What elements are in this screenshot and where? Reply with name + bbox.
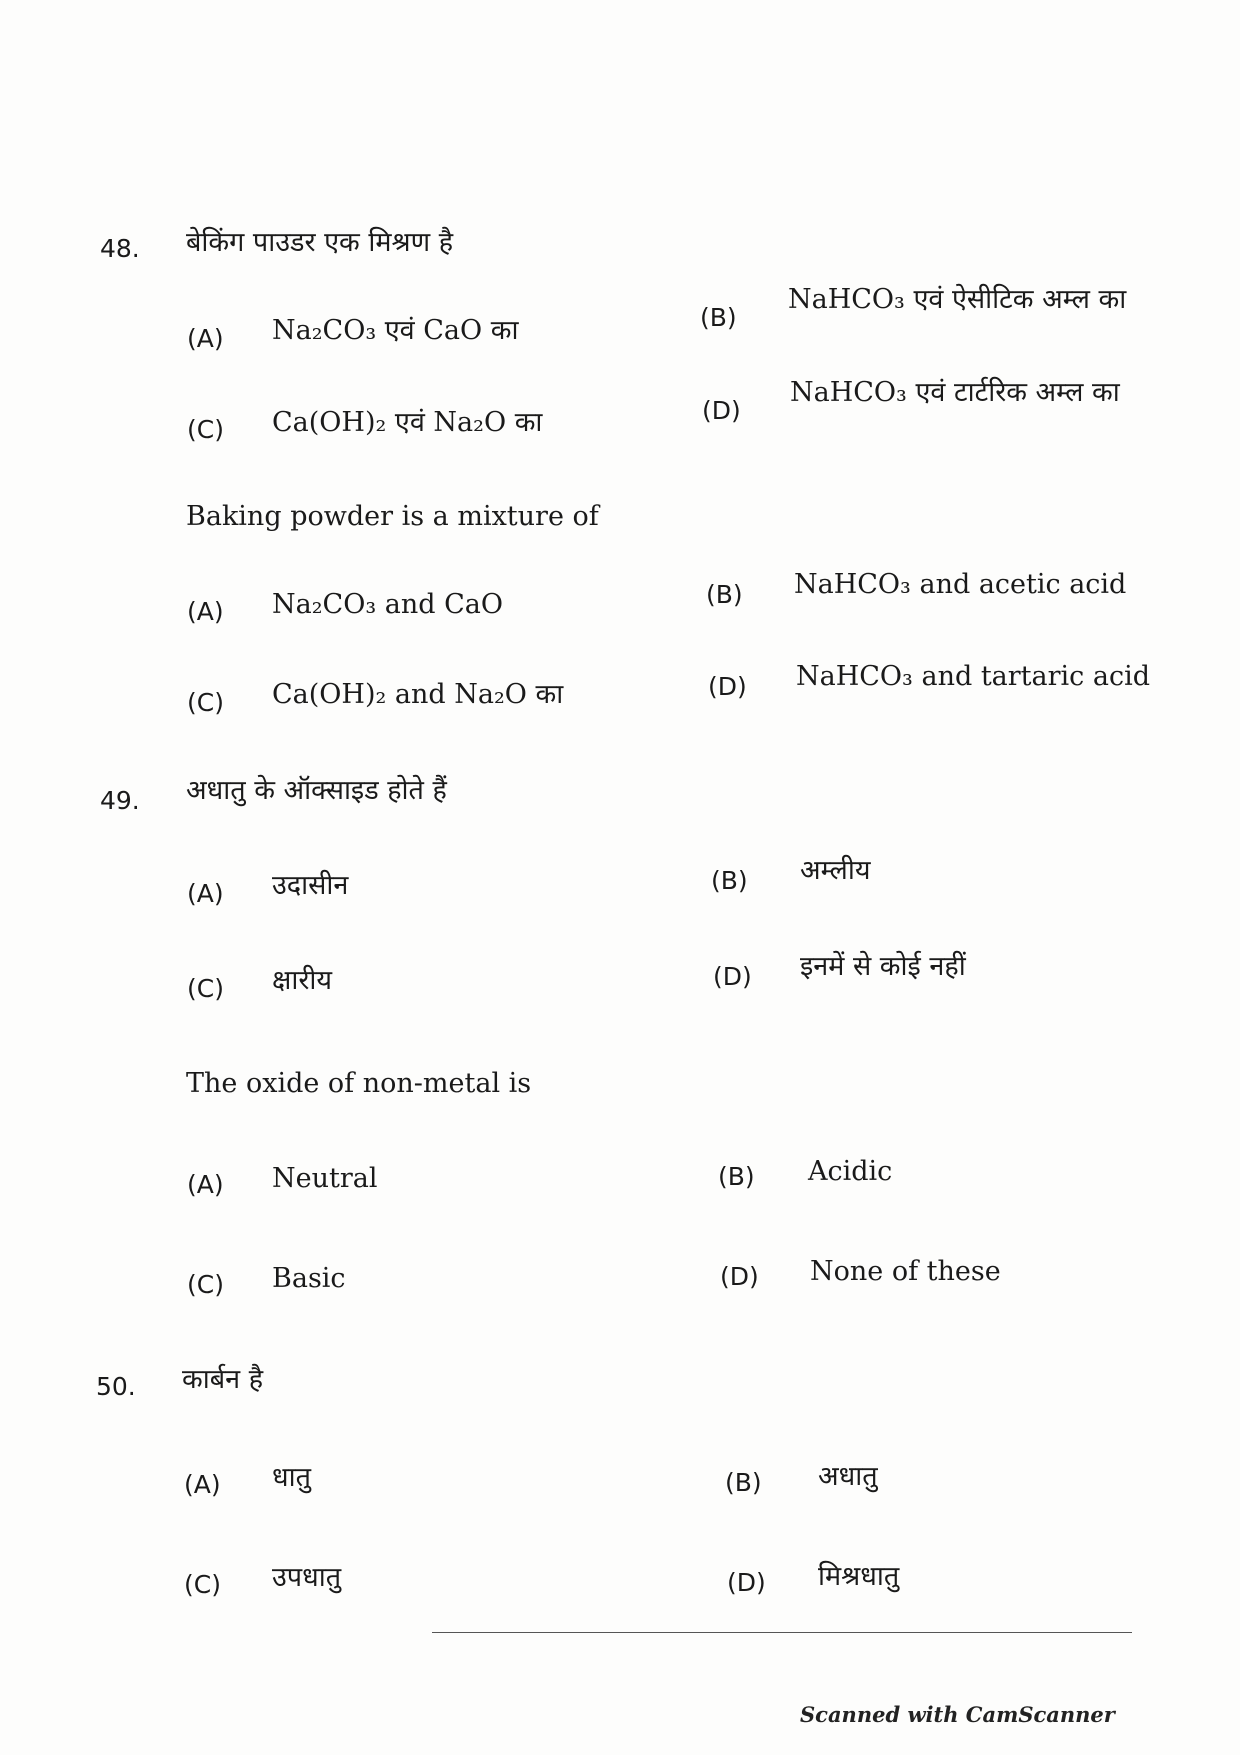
q49-hi-option-c-label: (C) (187, 974, 224, 1003)
q50-hi-option-a-text: धातु (272, 1462, 311, 1493)
scanner-watermark: Scanned with CamScanner (800, 1702, 1115, 1727)
q50-hi-option-c-label: (C) (184, 1570, 221, 1599)
question-49-hindi-text: अधातु के ऑक्साइड होते हैं (186, 775, 447, 806)
question-49-english-text: The oxide of non-metal is (186, 1068, 532, 1099)
q49-hi-option-b-label: (B) (711, 866, 748, 895)
q48-hi-option-a-label: (A) (187, 324, 224, 353)
q49-en-option-a-label: (A) (187, 1170, 224, 1199)
question-48-number: 48. (100, 234, 140, 263)
q49-hi-option-d-label: (D) (713, 962, 752, 991)
question-50-hindi-text: कार्बन है (182, 1364, 264, 1395)
q48-hi-option-d-text: NaHCO₃ एवं टार्टरिक अम्ल का (790, 377, 1120, 408)
q50-hi-option-a-label: (A) (184, 1470, 221, 1499)
q49-en-option-d-label: (D) (720, 1262, 759, 1291)
q48-en-option-a-text: Na₂CO₃ and CaO (272, 589, 503, 620)
q48-hi-option-b-label: (B) (700, 303, 737, 332)
q48-en-option-c-text: Ca(OH)₂ and Na₂O का (272, 679, 564, 710)
question-48-hindi-text: बेकिंग पाउडर एक मिश्रण है (186, 227, 454, 258)
footer-divider (432, 1632, 1132, 1633)
q48-hi-option-d-label: (D) (702, 396, 741, 425)
question-48-english-text: Baking powder is a mixture of (186, 501, 599, 532)
q50-hi-option-b-label: (B) (725, 1468, 762, 1497)
q49-en-option-c-text: Basic (272, 1263, 346, 1294)
q48-hi-option-c-label: (C) (187, 415, 224, 444)
q50-hi-option-d-text: मिश्रधातु (818, 1561, 900, 1592)
q50-hi-option-d-label: (D) (727, 1568, 766, 1597)
q48-hi-option-c-text: Ca(OH)₂ एवं Na₂O का (272, 407, 543, 438)
question-50-number: 50. (96, 1372, 136, 1401)
q48-en-option-d-text: NaHCO₃ and tartaric acid (796, 661, 1151, 692)
q48-en-option-d-label: (D) (708, 672, 747, 701)
q49-en-option-c-label: (C) (187, 1270, 224, 1299)
q49-en-option-d-text: None of these (810, 1256, 1001, 1287)
q48-en-option-a-label: (A) (187, 597, 224, 626)
q50-hi-option-c-text: उपधातु (272, 1562, 342, 1593)
q48-en-option-b-text: NaHCO₃ and acetic acid (794, 569, 1127, 600)
question-49-number: 49. (100, 786, 140, 815)
q48-hi-option-a-text: Na₂CO₃ एवं CaO का (272, 315, 519, 346)
q49-hi-option-b-text: अम्लीय (800, 855, 871, 886)
q49-hi-option-a-text: उदासीन (272, 870, 349, 901)
q48-en-option-b-label: (B) (706, 580, 743, 609)
q49-en-option-a-text: Neutral (272, 1163, 378, 1194)
q48-en-option-c-label: (C) (187, 688, 224, 717)
q50-hi-option-b-text: अधातु (818, 1461, 878, 1492)
q48-hi-option-b-text: NaHCO₃ एवं ऐसीटिक अम्ल का (788, 284, 1127, 315)
q49-en-option-b-text: Acidic (808, 1156, 893, 1187)
q49-hi-option-a-label: (A) (187, 879, 224, 908)
q49-hi-option-c-text: क्षारीय (272, 965, 333, 996)
q49-hi-option-d-text: इनमें से कोई नहीं (800, 951, 966, 982)
q49-en-option-b-label: (B) (718, 1162, 755, 1191)
